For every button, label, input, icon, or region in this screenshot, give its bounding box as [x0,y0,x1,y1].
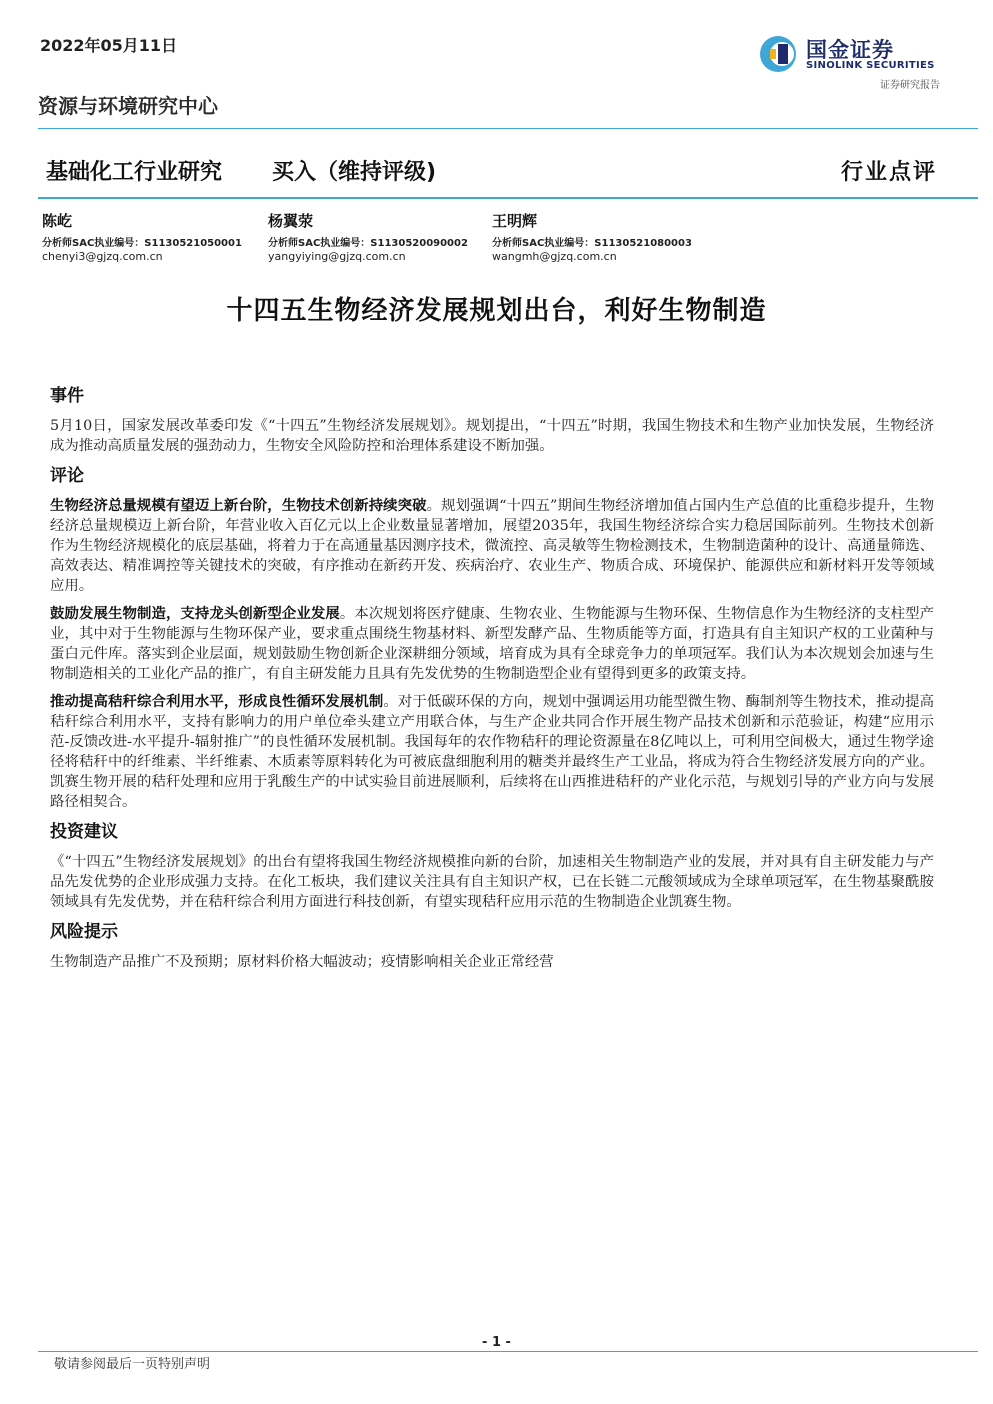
sector-title: 基础化工行业研究 [46,160,223,185]
comment-paragraph-2 [50,604,934,684]
comment-paragraph-3 [50,692,934,812]
paragraph-body: 。规划强调“十四五”期间生物经济增加值占国内生产总值的比重稳步提升，生物经济总量规模迈上新台阶，年营业收入百亿元以上企业数量显著增加，展望2035年，我国生物经济综合实力稳居国际前列。生物技术创新作为生物经济规模化的底层基础，将着力于在高通量基因测序技术，微流控、高灵敏等生物检测技术，生物制造菌种的设计、高通量筛选、高效表达、精准调控等关键技术的突破，有序推动在新药开发、疾病治疗、农业生产、物质合成、环境保护、能源供应和新材料开发等领域应用。 [50,498,934,594]
analyst-name: 杨翼荥 [268,212,314,230]
company-logo [756,32,946,90]
logo-subtitle: 证券研究报告 [880,80,940,91]
section-title-comment: 评论 [50,466,84,486]
analyst-email[interactable]: yangyiying@gjzq.com.cn [268,250,406,263]
section-title-investment: 投资建议 [50,822,118,842]
comment-paragraph-1 [50,496,934,596]
section-title-event: 事件 [50,386,84,406]
report-type: 行业点评 [840,159,937,185]
page-number: - 1 - [482,1335,511,1350]
analyst-sac-number: 分析师SAC执业编号：S1130521080003 [492,238,692,249]
report-headline: 十四五生物经济发展规划出台，利好生物制造 [226,296,767,326]
section-title-risk: 风险提示 [50,922,118,942]
analyst-card [268,210,468,263]
header-divider [38,128,978,129]
footer-disclaimer: 敬请参阅最后一页特别声明 [54,1357,211,1372]
report-body [50,384,934,980]
analyst-email[interactable]: wangmh@gjzq.com.cn [492,250,617,263]
analyst-email[interactable]: chenyi3@gjzq.com.cn [42,250,163,263]
paragraph-lead: 生物经济总量规模有望迈上新台阶，生物技术创新持续突破 [50,497,427,514]
risk-paragraph: 生物制造产品推广不及预期；原材料价格大幅波动；疫情影响相关企业正常经营 [50,954,554,970]
event-paragraph: 5月10日，国家发展改革委印发《“十四五”生物经济发展规划》。规划提出，“十四五”时期，我国生物技术和生物产业加快发展，生物经济成为推动高质量发展的强劲动力，生物安全风险防控和治理体系建设不断加强。 [50,418,934,454]
footer-divider [38,1351,978,1352]
paragraph-lead: 推动提高秸秆综合利用水平，形成良性循环发展机制 [50,693,384,710]
logo-chinese-name: 国金证券 [806,38,894,62]
logo-english-name: SINOLINK SECURITIES [806,60,935,71]
analyst-name: 王明辉 [492,212,538,230]
analyst-sac-number: 分析师SAC执业编号：S1130521050001 [42,238,242,249]
paragraph-body: 。对于低碳环保的方向，规划中强调运用功能型微生物、酶制剂等生物技术，推动提高秸秆综合利用水平，支持有影响力的用户单位牵头建立产用联合体，与生产企业共同合作开展生物产品技术创新和示范验证，构建“应用示范-反馈改进-水平提升-辐射推广”的良性循环发展机制。我国每年的农作物秸秆的理论资源量在8亿吨以上，可利用空间极大，通过生物学途径将秸秆中的纤维素、半纤维素、木质素等原料转化为可被底盘细胞利用的糖类并最终生产工业品，将成为符合生物经济发展方向的产业。凯赛生物开展的秸秆处理和应用于乳酸生产的中试实验目前进展顺利，后续将在山西推进秸秆的产业化示范，与规划引导的产业方向与发展路径相契合。 [50,694,934,810]
rating-label: 买入（维持评级) [272,160,437,185]
analyst-card [492,210,692,263]
paragraph-lead: 鼓励发展生物制造，支持龙头创新型企业发展 [50,605,340,622]
analyst-card [42,210,242,263]
analyst-sac-number: 分析师SAC执业编号：S1130520090002 [268,238,468,249]
report-date: 2022年05月11日 [40,36,178,55]
analyst-name: 陈屹 [42,212,73,230]
investment-paragraph: 《“十四五”生物经济发展规划》的出台有望将我国生物经济规模推向新的台阶，加速相关生物制造产业的发展，并对具有自主研发能力与产品先发优势的企业形成强力支持。在化工板块，我们建议关注具有自主知识产权，已在长链二元酸领域成为全球单项冠军，在生物基聚酰胺领域具有先发优势，并在秸秆综合利用方面进行科技创新，有望实现秸秆应用示范的生物制造企业凯赛生物。 [50,854,934,910]
paragraph-body: 。本次规划将医疗健康、生物农业、生物能源与生物环保、生物信息作为生物经济的支柱型产业，其中对于生物能源与生物环保产业，要求重点围绕生物基材料、新型发酵产品、生物质能等方面，打造具有自主知识产权的工业菌种与蛋白元件库。落实到企业层面，规划鼓励生物创新企业深耕细分领域，培育成为具有全球竞争力的单项冠军。我们认为本次规划会加速与生物制造相关的工业化产品的推广，有自主研发能力且具有先发优势的生物制造型企业有望得到更多的政策支持。 [50,606,934,682]
logo-mark-icon [756,34,800,74]
research-center: 资源与环境研究中心 [38,94,218,118]
title-divider [38,197,978,199]
